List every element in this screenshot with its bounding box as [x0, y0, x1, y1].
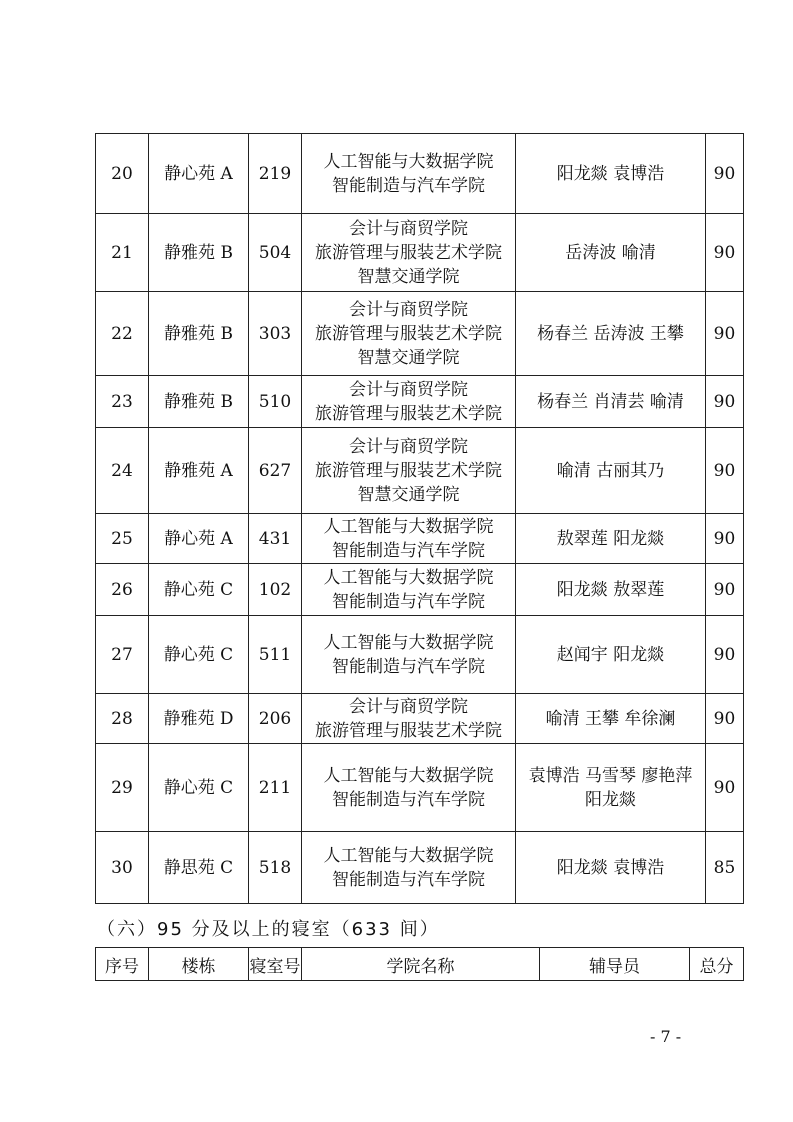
college-name: 旅游管理与服装艺术学院	[315, 403, 502, 424]
room-cell: 511	[249, 616, 302, 694]
college-name: 会计与商贸学院	[349, 436, 468, 457]
table-row	[96, 744, 744, 832]
counselor-names: 喻清 古丽其乃	[556, 460, 665, 481]
table-row	[96, 564, 744, 616]
header-score: 总分	[690, 948, 744, 981]
score-cell: 85	[706, 832, 744, 904]
counselor-names: 阳龙燚	[585, 789, 636, 810]
room-cell: 431	[249, 514, 302, 564]
counselor-cell	[516, 616, 706, 694]
college-name: 旅游管理与服装艺术学院	[315, 720, 502, 741]
counselor-cell	[516, 564, 706, 616]
row-number: 25	[96, 514, 149, 564]
college-name: 会计与商贸学院	[349, 218, 468, 239]
counselor-names: 岳涛波 喻清	[565, 242, 656, 263]
counselor-cell	[516, 744, 706, 832]
row-number: 24	[96, 428, 149, 514]
score-cell: 90	[706, 564, 744, 616]
score-cell: 90	[706, 616, 744, 694]
college-name: 会计与商贸学院	[349, 379, 468, 400]
table-row	[96, 292, 744, 376]
college-cell	[302, 376, 516, 428]
score-cell: 90	[706, 214, 744, 292]
college-cell	[302, 832, 516, 904]
row-number: 22	[96, 292, 149, 376]
room-cell: 518	[249, 832, 302, 904]
header-counselor: 辅导员	[540, 948, 690, 981]
college-name: 智能制造与汽车学院	[332, 591, 485, 612]
college-cell	[302, 564, 516, 616]
building-cell: 静心苑 C	[149, 744, 249, 832]
college-name: 智能制造与汽车学院	[332, 869, 485, 890]
counselor-cell	[516, 832, 706, 904]
room-cell: 510	[249, 376, 302, 428]
counselor-cell	[516, 292, 706, 376]
table-row	[96, 428, 744, 514]
counselor-cell	[516, 134, 706, 214]
college-name: 智慧交通学院	[357, 266, 460, 287]
counselor-names: 阳龙燚 敖翠莲	[556, 579, 665, 600]
college-name: 人工智能与大数据学院	[323, 765, 494, 786]
table-row	[96, 376, 744, 428]
header-room: 寝室号	[249, 948, 302, 981]
score-cell: 90	[706, 514, 744, 564]
room-cell: 627	[249, 428, 302, 514]
college-name: 智慧交通学院	[357, 347, 460, 368]
page-number: - 7 -	[650, 1027, 682, 1046]
building-cell: 静心苑 A	[149, 134, 249, 214]
room-cell: 102	[249, 564, 302, 616]
college-name: 智能制造与汽车学院	[332, 789, 485, 810]
college-name: 人工智能与大数据学院	[323, 845, 494, 866]
row-number: 30	[96, 832, 149, 904]
college-name: 旅游管理与服装艺术学院	[315, 242, 502, 263]
building-cell: 静雅苑 B	[149, 214, 249, 292]
section-heading: （六）95 分及以上的寝室（633 间）	[97, 919, 440, 940]
header-table	[95, 947, 744, 981]
score-cell: 90	[706, 376, 744, 428]
college-name: 会计与商贸学院	[349, 299, 468, 320]
counselor-names: 杨春兰 岳涛波 王攀	[537, 323, 684, 344]
table-row	[96, 616, 744, 694]
counselor-cell	[516, 376, 706, 428]
college-name: 人工智能与大数据学院	[323, 632, 494, 653]
header-no: 序号	[96, 948, 149, 981]
counselor-names: 阳龙燚 袁博浩	[556, 163, 665, 184]
college-cell	[302, 214, 516, 292]
college-name: 会计与商贸学院	[349, 696, 468, 717]
building-cell: 静雅苑 B	[149, 376, 249, 428]
score-cell: 90	[706, 744, 744, 832]
college-cell	[302, 694, 516, 744]
college-name: 旅游管理与服装艺术学院	[315, 323, 502, 344]
row-number: 23	[96, 376, 149, 428]
dorm-table	[95, 133, 744, 904]
building-cell: 静雅苑 D	[149, 694, 249, 744]
building-cell: 静心苑 A	[149, 514, 249, 564]
room-cell: 206	[249, 694, 302, 744]
room-cell: 219	[249, 134, 302, 214]
building-cell: 静心苑 C	[149, 564, 249, 616]
header-row	[96, 948, 744, 981]
college-cell	[302, 616, 516, 694]
college-cell	[302, 134, 516, 214]
row-number: 29	[96, 744, 149, 832]
row-number: 20	[96, 134, 149, 214]
table-row	[96, 832, 744, 904]
college-name: 智能制造与汽车学院	[332, 656, 485, 677]
counselor-cell	[516, 428, 706, 514]
counselor-names: 阳龙燚 袁博浩	[556, 857, 665, 878]
building-cell: 静心苑 C	[149, 616, 249, 694]
building-cell: 静雅苑 B	[149, 292, 249, 376]
table-row	[96, 134, 744, 214]
row-number: 27	[96, 616, 149, 694]
counselor-cell	[516, 214, 706, 292]
building-cell: 静思苑 C	[149, 832, 249, 904]
building-cell: 静雅苑 A	[149, 428, 249, 514]
room-cell: 211	[249, 744, 302, 832]
header-building: 楼栋	[149, 948, 249, 981]
table-row	[96, 214, 744, 292]
counselor-names: 杨春兰 肖清芸 喻清	[537, 391, 684, 412]
college-name: 人工智能与大数据学院	[323, 516, 494, 537]
counselor-names: 喻清 王攀 牟徐澜	[545, 708, 676, 729]
counselor-cell	[516, 514, 706, 564]
table-row	[96, 694, 744, 744]
college-name: 旅游管理与服装艺术学院	[315, 460, 502, 481]
row-number: 26	[96, 564, 149, 616]
counselor-cell	[516, 694, 706, 744]
score-cell: 90	[706, 428, 744, 514]
college-cell	[302, 514, 516, 564]
college-cell	[302, 744, 516, 832]
score-cell: 90	[706, 694, 744, 744]
college-cell	[302, 428, 516, 514]
table-row	[96, 514, 744, 564]
score-cell: 90	[706, 292, 744, 376]
college-cell	[302, 292, 516, 376]
college-name: 人工智能与大数据学院	[323, 151, 494, 172]
room-cell: 504	[249, 214, 302, 292]
score-cell: 90	[706, 134, 744, 214]
college-name: 智慧交通学院	[357, 484, 460, 505]
dorm-table-body	[96, 134, 744, 904]
counselor-names: 袁博浩 马雪琴 廖艳萍	[528, 765, 693, 786]
college-name: 人工智能与大数据学院	[323, 567, 494, 588]
college-name: 智能制造与汽车学院	[332, 540, 485, 561]
counselor-names: 敖翠莲 阳龙燚	[556, 528, 665, 549]
counselor-names: 赵闻宇 阳龙燚	[556, 644, 665, 665]
college-name: 智能制造与汽车学院	[332, 175, 485, 196]
row-number: 21	[96, 214, 149, 292]
header-college: 学院名称	[302, 948, 540, 981]
room-cell: 303	[249, 292, 302, 376]
row-number: 28	[96, 694, 149, 744]
